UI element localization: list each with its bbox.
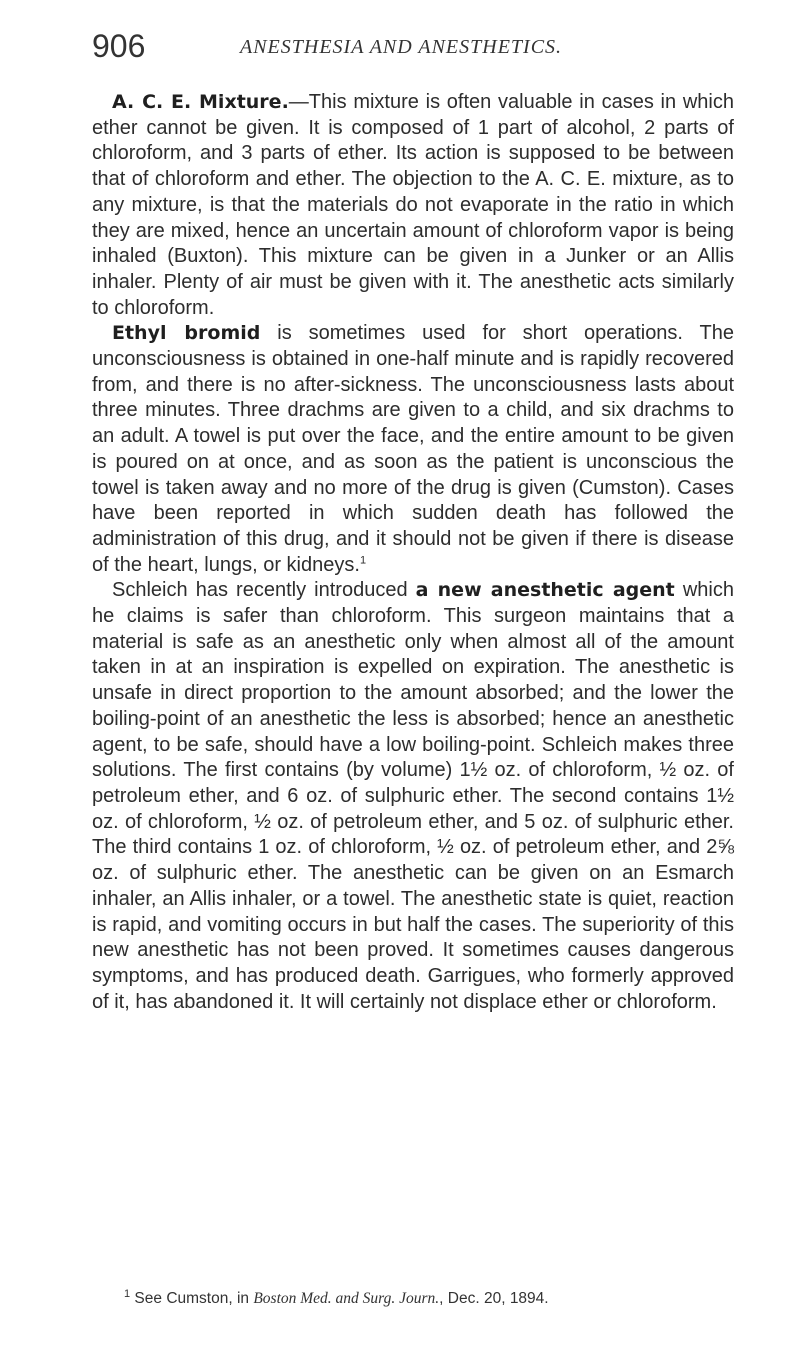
footnote-marker: 1 <box>124 1287 131 1300</box>
heading-ace-mixture: A. C. E. Mixture. <box>112 91 289 113</box>
footnote-text: , Dec. 20, 1894. <box>439 1290 549 1307</box>
running-head <box>92 24 732 84</box>
running-title: ANESTHESIA AND ANESTHETICS. <box>240 36 563 58</box>
heading-new-anesthetic: a new anesthetic agent <box>415 579 675 602</box>
footnote-reference: 1 <box>359 554 367 566</box>
paragraph-text: which he claims is safer than chloroform. This surgeon maintains that a material is safe as an anesthetic only when almost all of the amount taken in at an inspiration is expelled on expiration. The anesthetic is unsafe in direct proportion to the amount absorbed; and the lower the boiling-point of an anesthetic the less is absorbed; hence an anesthetic agent, to be safe, should have a low boiling-point. Schleich makes three solutions. The first contains (by volume) 1½ oz. of chloroform, ½ oz. of petroleum ether, and 6 oz. of sulphuric ether. The second contains 1½ oz. of chloroform, ½ oz. of petroleum ether, and 5 oz. of sulphuric ether. The third contains 1 oz. of chloroform, ½ oz. of petroleum ether, and 2⅝ oz. of sulphuric ether. The anesthetic can be given on an Esmarch inhaler, an Allis inhaler, or a towel. The anesthetic state is quiet, reaction is rapid, and vomiting occurs in but half the cases. The superiority of this new anesthetic has not been proved. It sometimes causes dangerous symptoms, and has produced death. Garrigues, who formerly approved of it, has abandoned it. It will certainly not displace ether or chloroform. <box>92 579 734 1013</box>
paragraph-ace-mixture <box>92 90 734 321</box>
footnote <box>124 1287 744 1308</box>
heading-ethyl-bromid: Ethyl bromid <box>112 322 261 345</box>
paragraph-text: Schleich has recently introduced <box>112 579 416 602</box>
footnote-journal: Boston Med. and Surg. Journ. <box>253 1290 440 1307</box>
paragraph-text: —This mixture is often valuable in cases in which ether cannot be given. It is composed of 1 part of alcohol, 2 parts of chloroform, and 3 parts of ether. Its action is supposed to be between that of chloroform and ether. The objection to the A. C. E. mixture, as to any mixture, is that the materials do not evaporate in the ratio in which they are mixed, hence an uncertain amount of chloroform vapor is being inhaled (Buxton). This mixture can be given in a Junker or an Allis inhaler. Plenty of air must be given with it. The anesthetic acts similarly to chloroform. <box>92 91 734 319</box>
paragraph-new-anesthetic <box>92 578 734 1015</box>
paragraph-text: is sometimes used for short operations. The unconsciousness is obtained in one-half minute and is rapidly recovered from, and there is no after-sickness. The unconsciousness lasts about three minutes. Three drachms are given to a child, and six drachms to an adult. A towel is put over the face, and the entire amount to be given is poured on at once, and as soon as the patient is unconscious the towel is taken away and no more of the drug is given (Cumston). Cases have been reported in which sudden death has followed the administration of this drug, and it should not be given if there is disease of the heart, lungs, or kidneys. <box>92 322 734 576</box>
footnote-text: See Cumston, in <box>130 1290 254 1307</box>
paragraph-ethyl-bromid <box>92 321 734 578</box>
page-number: 906 <box>92 28 146 64</box>
body-text <box>92 90 734 1015</box>
